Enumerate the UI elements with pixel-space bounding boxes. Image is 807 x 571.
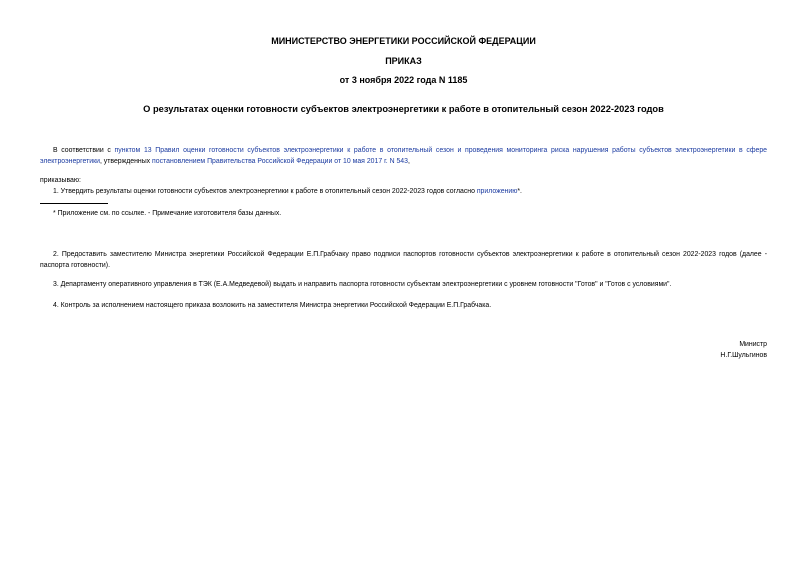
preamble-text-mid: , утвержденных bbox=[99, 158, 153, 165]
document-date-number: от 3 ноября 2022 года N 1185 bbox=[339, 75, 468, 85]
preamble-paragraph bbox=[40, 145, 767, 167]
item-1 bbox=[40, 186, 767, 197]
footnote-divider bbox=[40, 203, 108, 204]
ministry-heading: МИНИСТЕРСТВО ЭНЕРГЕТИКИ РОССИЙСКОЙ ФЕДЕРАЦИИ bbox=[271, 36, 536, 46]
item-2: 2. Предоставить заместителю Министра энергетики Российской Федерации Е.П.Грабчаку право подписи паспортов готовности субъектов электроэнергетики к работе в отопительный сезон 2022-2023 годов (далее - паспорта готовности). bbox=[40, 251, 767, 269]
resolution-link[interactable]: постановлением Правительства Российской Федерации от 10 мая 2017 г. N 543 bbox=[152, 158, 408, 165]
rules-link[interactable]: пунктом 13 Правил оценки готовности субъектов электроэнергетики к работе в отопительный сезон и проведения мониторинга риска нарушения работы субъектов электроэнергетики в сфере электроэнергетики bbox=[40, 147, 768, 165]
document-type: ПРИКАЗ bbox=[385, 56, 422, 66]
item-4: 4. Контроль за исполнением настоящего приказа возложить на заместителя Министра энергетики Российской Федерации Е.П.Грабчака. bbox=[53, 302, 492, 309]
document-title: О результатах оценки готовности субъектов электроэнергетики к работе в отопительный сезон 2022-2023 годов bbox=[143, 104, 664, 114]
item-1-text: 1. Утвердить результаты оценки готовности субъектов электроэнергетики к работе в отопительный сезон 2022-2023 годов согласно bbox=[53, 188, 477, 195]
footnote: * Приложение см. по ссылке. - Примечание изготовителя базы данных. bbox=[53, 210, 282, 217]
item-3: 3. Департаменту оперативного управления в ТЭК (Е.А.Медведевой) выдать и направить паспорта готовности субъектам электроэнергетики с уровнем готовности "Готов" и "Готов с условиями". bbox=[53, 281, 672, 288]
preamble-text-start: В соответствии с bbox=[53, 147, 115, 154]
signatory-position: Министр bbox=[739, 341, 767, 348]
item-1-footnote-mark: *. bbox=[517, 188, 522, 195]
order-word: приказываю: bbox=[40, 177, 81, 184]
signatory-name: Н.Г.Шульгинов bbox=[720, 352, 767, 359]
appendix-link[interactable]: приложению bbox=[476, 188, 518, 195]
preamble-text-end: , bbox=[407, 158, 410, 165]
